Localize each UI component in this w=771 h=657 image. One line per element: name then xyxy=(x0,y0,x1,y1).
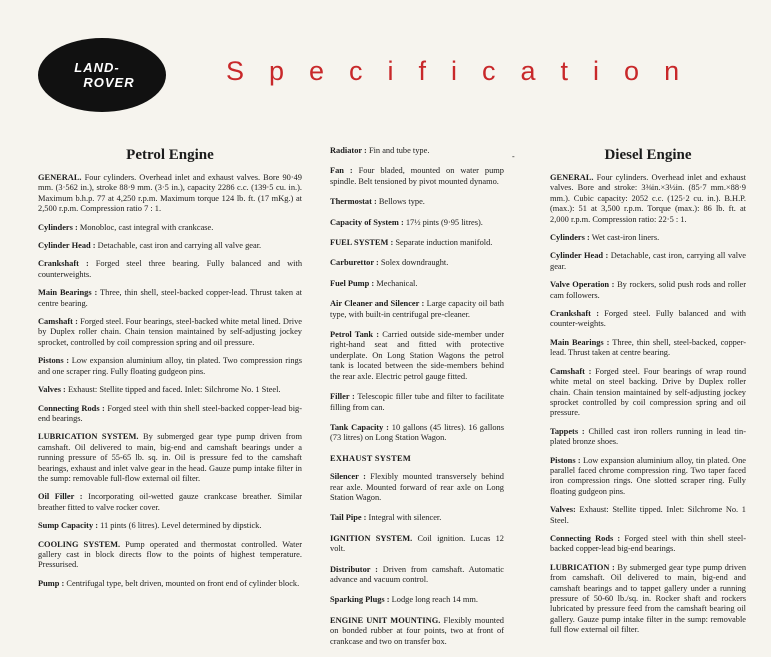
middle-entries xyxy=(330,146,504,444)
spec-entry xyxy=(38,259,302,280)
spec-label: COOLING SYSTEM. xyxy=(38,539,121,549)
spec-label: LUBRICATION : xyxy=(550,562,615,572)
spec-entry xyxy=(330,330,504,382)
spec-entry xyxy=(550,367,746,419)
spec-label: GENERAL. xyxy=(38,173,82,182)
spec-entry xyxy=(330,166,504,187)
spec-label: Main Bearings : xyxy=(550,337,610,347)
spec-label: Cylinder Head : xyxy=(550,251,609,261)
spec-text: Forged steel. Four bearings of wrap round white metal on steel backing. Drive by Duplex roller chain. Chain tension maintained by self-adjusting jockey sprocket controlled by coil compression spring and oil pressure. xyxy=(550,366,747,418)
spec-entry xyxy=(38,317,302,348)
petrol-entries xyxy=(38,173,302,589)
spec-entry xyxy=(550,427,746,448)
spec-label: Tappets : xyxy=(550,426,585,436)
spec-label: Camshaft : xyxy=(38,317,78,327)
spec-label: Tank Capacity : xyxy=(330,422,389,432)
spec-entry xyxy=(550,280,746,301)
diesel-engine-heading: Diesel Engine xyxy=(604,147,692,163)
spec-text: Forged steel with thin shell steel-backed copper-lead big-end bearings. xyxy=(550,533,746,554)
spec-label: Air Cleaner and Silencer : xyxy=(330,299,425,309)
exhaust-entries xyxy=(330,472,504,647)
spec-label: Distributor : xyxy=(330,564,378,574)
spec-label: Connecting Rods : xyxy=(38,403,105,413)
spec-entry xyxy=(38,288,302,309)
spec-label: Crankshaft : xyxy=(550,309,599,319)
spec-label: Carburettor : xyxy=(330,258,379,268)
spec-entry xyxy=(330,616,504,647)
spec-entry xyxy=(38,223,302,233)
spec-label: Crankshaft : xyxy=(38,259,89,269)
spec-text: Chilled cast iron rollers running in lead tin-plated bronze shoes. xyxy=(550,426,746,447)
spec-entry xyxy=(330,299,504,320)
spec-label: Pistons : xyxy=(550,455,581,465)
spec-entry xyxy=(38,404,302,425)
stray-mark: - xyxy=(512,152,515,161)
diesel-entries xyxy=(550,173,746,636)
spec-entry xyxy=(550,563,746,636)
spec-text: Four cylinders. Overhead inlet and exhaust valves. Bore and stroke: 3⅜in.×3½in. (85·7 mm.×88·9 mm.). Cubic capacity: 2052 c.c. (125·2 cu. in.). B.H.P. (max.): 51 at 3,500 r.p.m. Torque (max.): 86 lb. ft. at 2,000 r.p.m. Compression ratio: 22·5 : 1. xyxy=(550,173,746,224)
spec-entry xyxy=(38,385,302,395)
spec-text: Forged steel. Four bearings, steel-backed white metal lined. Drive by Duplex roller chain. Chain tension maintained by self-adjusting jockey sprocket, controlled by coil compression spring and oil pressure. xyxy=(38,317,302,347)
exhaust-system-heading: EXHAUST SYSTEM xyxy=(330,453,412,463)
spec-label: Cylinders : xyxy=(38,222,78,232)
spec-entry xyxy=(38,521,302,531)
spec-label: Sump Capacity : xyxy=(38,521,99,531)
spec-entry xyxy=(330,565,504,586)
spec-text: Coil ignition. Lucas 12 volt. xyxy=(330,533,504,554)
petrol-engine-heading: Petrol Engine xyxy=(126,147,214,163)
spec-label: Pistons : xyxy=(38,356,70,366)
spec-text: Centrifugal type, belt driven, mounted on front end of cylinder block. xyxy=(64,578,300,588)
spec-entry xyxy=(330,534,504,555)
spec-entry xyxy=(550,233,746,243)
spec-entry xyxy=(550,251,746,272)
spec-entry xyxy=(330,423,504,444)
spec-text: Large capacity oil bath type, with built-in centrifugal pre-cleaner. xyxy=(330,299,504,319)
spec-text: Exhaust: Stellite tipped. Inlet: Silchrome No. 1 Steel. xyxy=(550,505,746,525)
spec-entry xyxy=(330,513,504,523)
spec-label: LUBRICATION SYSTEM. xyxy=(38,432,139,442)
spec-text: Mechanical. xyxy=(374,278,418,288)
spec-label: Tail Pipe : xyxy=(330,513,367,523)
spec-text: Integral with silencer. xyxy=(366,513,442,523)
spec-label: Cylinders : xyxy=(550,233,590,243)
spec-label: Valves: xyxy=(550,505,576,515)
spec-text: By rockers, solid push rods and roller cam followers. xyxy=(550,280,746,300)
spec-label: Connecting Rods : xyxy=(550,533,621,543)
spec-label: Oil Filler : xyxy=(38,492,83,502)
spec-text: Four cylinders. Overhead inlet and exhaust valves. Bore 90·49 mm. (3·562 in.), stroke 88·9 mm. (3·5 in.), capacity 2286 c.c. (139·5 cu. in.). Maximum b.h.p. 77 at 4,250 r.p.m. Maximum torque 124 lb. ft. (17 mKg.) at 2,500 r.p.m. Compression ratio 7 : 1. xyxy=(38,173,302,214)
spec-text: Forged steel with thin shell steel-backed copper-lead big-end bearings. xyxy=(38,403,302,423)
spec-text: Bellows type. xyxy=(376,197,425,207)
spec-entry xyxy=(38,173,302,215)
spec-text: Pump operated and thermostat controlled. Water gallery cast in block directs flow to the points of highest temperature. Pressurised. xyxy=(38,539,302,570)
spec-text: Driven from camshaft. Automatic advance and vacuum control. xyxy=(330,564,505,584)
spec-label: Pump : xyxy=(38,578,65,588)
spec-label: Valve Operation : xyxy=(550,280,615,290)
spec-text: Carried outside side-member under right-hand seat and fitted with protective underplate. On Long Station Wagons the petrol tank is located between the side-members behind the rear axle. Electric petrol gauge fitted. xyxy=(330,330,504,381)
spec-entry xyxy=(330,472,504,503)
spec-entry xyxy=(38,540,302,571)
diesel-engine-column xyxy=(550,146,746,644)
spec-label: Camshaft : xyxy=(550,366,592,376)
spec-entry xyxy=(38,492,302,513)
spec-entry xyxy=(550,505,746,526)
spec-text: Fin and tube type. xyxy=(366,146,430,155)
spec-entry xyxy=(550,173,746,225)
spec-text: 10 gallons (45 litres). 16 gallons (73 litres) on Long Station Wagon. xyxy=(330,422,504,443)
spec-label: Sparking Plugs : xyxy=(330,595,390,605)
spec-text: Forged steel. Fully balanced and with counter-weights. xyxy=(550,309,746,329)
spec-label: Fuel Pump : xyxy=(330,278,375,288)
spec-entry xyxy=(550,456,746,498)
spec-entry xyxy=(330,146,504,156)
spec-text: Three, thin shell, steel-backed copper-lead. Thrust taken at centre bearing. xyxy=(38,288,302,308)
spec-text: Low expansion aluminium alloy, tin plated. One parallel faced chrome compression ring. Two taper faced iron compression rings. One slotted scraper ring. Fully floating gudgeon pins. xyxy=(550,455,746,496)
spec-label: Fan : xyxy=(330,166,353,176)
spec-label: Cylinder Head : xyxy=(38,241,96,251)
spec-entry xyxy=(330,595,504,605)
spec-text: Forged steel three bearing. Fully balanced and with counterweights. xyxy=(38,259,303,279)
spec-text: Solex downdraught. xyxy=(378,258,449,268)
spec-entry xyxy=(330,238,504,248)
spec-text: Telescopic filler tube and filter to facilitate filling from can. xyxy=(330,392,505,412)
spec-entry xyxy=(550,338,746,359)
spec-entry xyxy=(38,241,302,251)
spec-label: Capacity of System : xyxy=(330,217,404,227)
spec-entry xyxy=(330,197,504,207)
spec-entry xyxy=(38,579,302,589)
petrol-engine-column xyxy=(38,146,302,597)
page-title: Specification xyxy=(226,56,705,86)
spec-label: Radiator : xyxy=(330,146,367,155)
spec-text: Incorporating oil-wetted gauze crankcase breather. Similar breather fitted to valve rocker cover. xyxy=(38,492,302,512)
spec-text: 17½ pints (9·95 litres). xyxy=(403,217,483,227)
spec-entry xyxy=(550,309,746,330)
logo-line-2: ROVER xyxy=(83,75,135,90)
spec-label: FUEL SYSTEM : xyxy=(330,238,394,248)
spec-text: Lodge long reach 14 mm. xyxy=(389,595,478,605)
spec-text: Flexibly mounted on bonded rubber at four points, two at front of crankcase and two on transfer box. xyxy=(330,615,504,646)
spec-text: Separate induction manifold. xyxy=(393,238,493,248)
spec-label: Silencer : xyxy=(330,472,366,482)
spec-text: Low expansion aluminium alloy, tin plated. Two compression rings and one scraper ring. Fully floating gudgeon pins. xyxy=(38,356,302,376)
spec-label: Thermostat : xyxy=(330,197,377,207)
spec-text: Detachable, cast iron, carrying all valve gear. xyxy=(550,251,746,271)
spec-entry xyxy=(330,392,504,413)
spec-text: Flexibly mounted transversely behind rear axle. Mounted forward of rear axle on Long Station Wagon. xyxy=(330,472,504,502)
spec-text: Detachable, cast iron and carrying all valve gear. xyxy=(95,241,262,251)
spec-entry xyxy=(330,218,504,228)
spec-text: By submerged gear type pump driven from camshaft. Oil delivered to main, big-end and camshaft bearings under a running pressure of 55-65 lb. sq. in. Oil is pressure fed to the camshaft bearings, exhaust and inlet valve gear in the head. Gauze pump intake filter in the sump: removable full-flow external oil filter. xyxy=(38,432,303,483)
spec-label: Petrol Tank : xyxy=(330,330,380,340)
logo-line-1: LAND- xyxy=(74,60,120,75)
spec-entry xyxy=(38,432,302,484)
spec-label: GENERAL. xyxy=(550,173,594,182)
spec-entry xyxy=(38,356,302,377)
spec-label: Main Bearings : xyxy=(38,288,98,298)
spec-entry xyxy=(330,279,504,289)
spec-label: ENGINE UNIT MOUNTING. xyxy=(330,615,441,625)
spec-label: Valves : xyxy=(38,385,66,395)
spec-text: Exhaust: Stellite tipped and faced. Inlet: Silchrome No. 1 Steel. xyxy=(65,385,281,395)
middle-column xyxy=(330,146,504,657)
spec-text: Four bladed, mounted on water pump spindle. Belt tensioned by pivot mounted dynamo. xyxy=(330,166,504,186)
spec-text: Wet cast-iron liners. xyxy=(589,233,660,243)
spec-entry xyxy=(330,258,504,268)
spec-text: Three, thin shell, steel-backed, copper-lead. Thrust taken at centre bearing. xyxy=(550,337,746,358)
land-rover-logo xyxy=(38,38,166,112)
spec-label: IGNITION SYSTEM. xyxy=(330,533,413,543)
spec-text: 11 pints (6 litres). Level determined by dipstick. xyxy=(98,521,262,531)
spec-entry xyxy=(550,534,746,555)
spec-text: Monobloc, cast integral with crankcase. xyxy=(77,222,214,232)
spec-label: Filler : xyxy=(330,392,355,402)
spec-text: By submerged gear type pump driven from camshaft. Oil delivered to main, big-end and camshaft bearings and to tappet gallery under a running pressure of 50-60 lb./sq. in. Rocker shaft and rockers lubricated by pressure feed from the camshaft bearing oil gallery. Gauze pump intake filter in the sump: removable full flow external oil filter. xyxy=(550,562,747,635)
